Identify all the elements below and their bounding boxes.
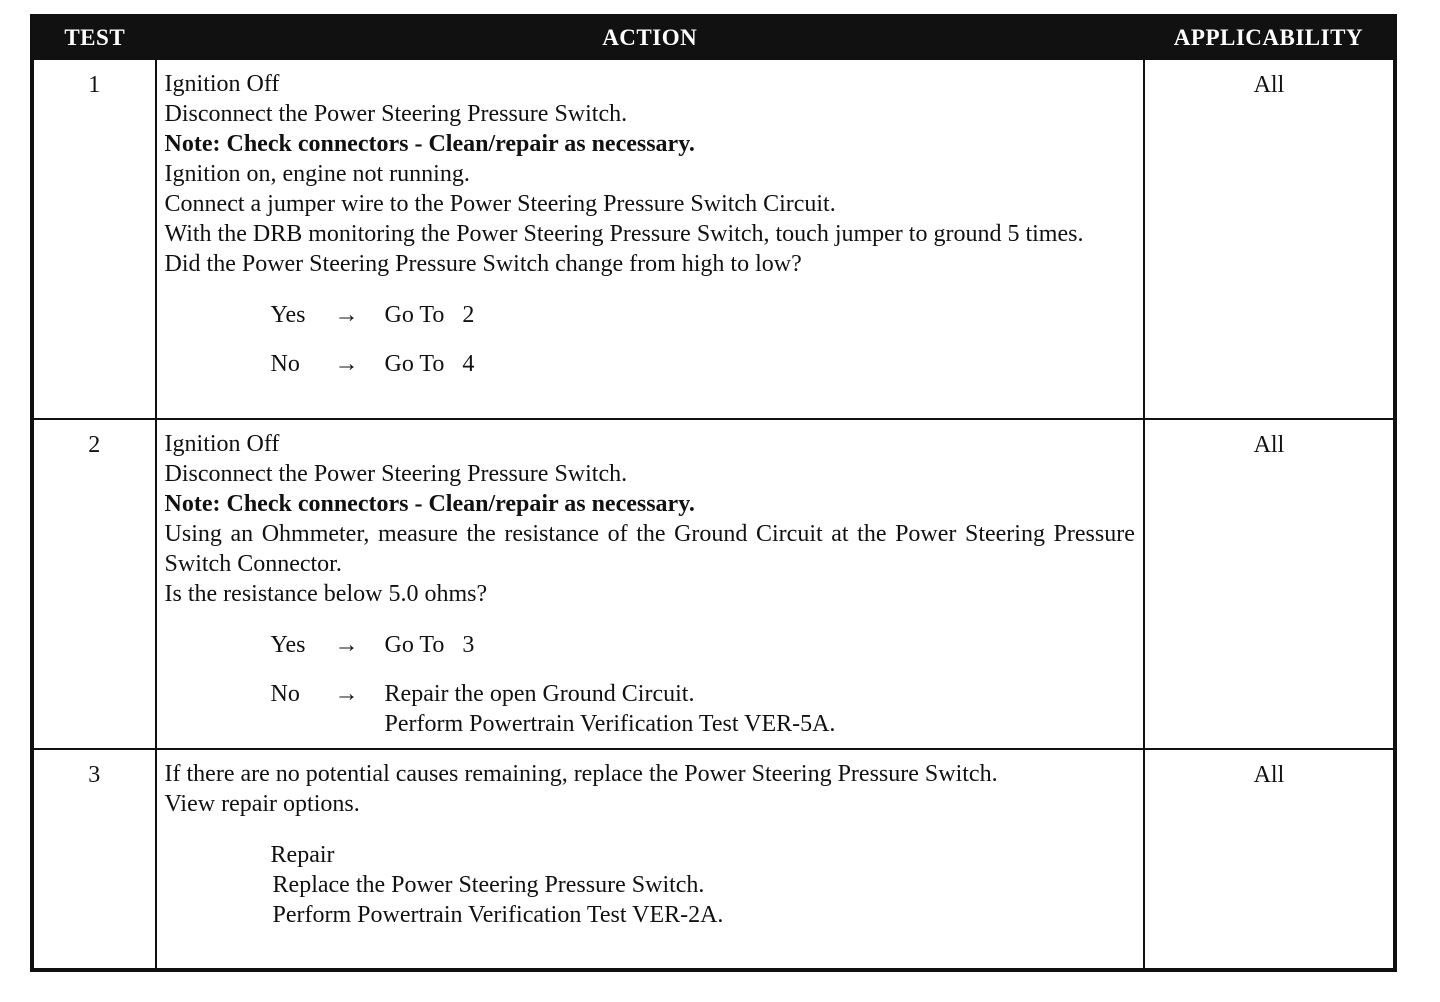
- action-line: View repair options.: [164, 791, 360, 817]
- branch-answer: No: [270, 681, 300, 707]
- applicability-value: All: [1253, 762, 1285, 788]
- action-question: Is the resistance below 5.0 ohms?: [164, 581, 488, 607]
- test-cell: [32, 59, 156, 419]
- table-row: [32, 59, 1395, 419]
- applicability-value: All: [1253, 72, 1285, 98]
- branch-result: Go To 4: [384, 351, 475, 377]
- action-cell: [156, 59, 1144, 419]
- table-row: [32, 419, 1395, 749]
- action-line: Disconnect the Power Steering Pressure Switch.: [164, 101, 628, 127]
- repair-step: Replace the Power Steering Pressure Switch.: [272, 872, 705, 898]
- test-cell: [32, 419, 156, 749]
- repair-steps: [273, 870, 1135, 930]
- branch-answer: Yes: [270, 632, 306, 658]
- action-note: Note: Check connectors - Clean/repair as necessary.: [164, 491, 695, 517]
- action-cell: [156, 749, 1144, 970]
- repair-label: Repair: [270, 842, 335, 868]
- table-header-row: [32, 16, 1395, 59]
- action-question: Did the Power Steering Pressure Switch change from high to low?: [164, 251, 802, 277]
- test-cell: [32, 749, 156, 970]
- action-line: Ignition on, engine not running.: [164, 161, 470, 187]
- branch-answer: No: [270, 351, 300, 377]
- action-line: With the DRB monitoring the Power Steering Pressure Switch, touch jumper to ground 5 times.: [164, 221, 1084, 247]
- branch-result: Go To 3: [384, 632, 475, 658]
- action-line: Using an Ohmmeter, measure the resistance of the Ground Circuit at the Power Steering Pressure Switch Connector.: [164, 521, 1135, 577]
- action-note: Note: Check connectors - Clean/repair as necessary.: [164, 131, 695, 157]
- arrow-right-icon: →: [334, 302, 359, 328]
- header-test: TEST: [32, 16, 156, 59]
- action-line: Connect a jumper wire to the Power Steering Pressure Switch Circuit.: [164, 191, 836, 217]
- action-cell: [156, 419, 1144, 749]
- branch-no: [271, 679, 1135, 739]
- applicability-value: All: [1253, 432, 1285, 458]
- arrow-right-icon: →: [334, 681, 359, 707]
- action-line: Ignition Off: [164, 431, 280, 457]
- table-row: [32, 749, 1395, 970]
- test-number: 3: [88, 762, 101, 788]
- arrow-right-icon: →: [334, 632, 359, 658]
- header-applicability: APPLICABILITY: [1144, 16, 1395, 59]
- action-line: Disconnect the Power Steering Pressure Switch.: [164, 461, 628, 487]
- branch-result: Go To 2: [384, 302, 475, 328]
- arrow-right-icon: →: [334, 351, 359, 377]
- action-line: If there are no potential causes remaining, replace the Power Steering Pressure Switch.: [164, 761, 998, 787]
- applicability-cell: [1144, 419, 1395, 749]
- branch-result: Repair the open Ground Circuit. Perform Powertrain Verification Test VER-5A.: [384, 681, 836, 737]
- branch-no: [271, 349, 1135, 379]
- branch-yes: [271, 630, 1135, 660]
- applicability-cell: [1144, 59, 1395, 419]
- branch-answer: Yes: [270, 302, 306, 328]
- action-line: Ignition Off: [164, 71, 280, 97]
- diagnostic-test-table: [30, 14, 1397, 972]
- branch-yes: [271, 300, 1135, 330]
- applicability-cell: [1144, 749, 1395, 970]
- test-number: 2: [88, 432, 101, 458]
- header-action: ACTION: [156, 16, 1144, 59]
- repair-step: Perform Powertrain Verification Test VER-2A.: [272, 902, 724, 928]
- test-number: 1: [88, 72, 101, 98]
